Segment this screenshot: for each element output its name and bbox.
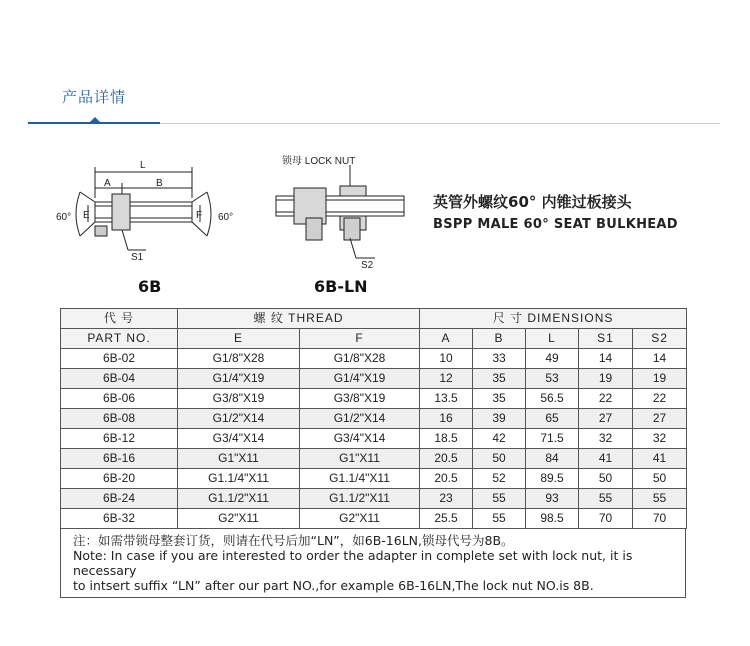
cell-a: 10 xyxy=(420,349,473,369)
cell-a: 23 xyxy=(420,489,473,509)
cell-f: G1/8"X28 xyxy=(300,349,420,369)
cell-e: G1/8"X28 xyxy=(178,349,300,369)
cell-e: G1.1/2"X11 xyxy=(178,489,300,509)
cell-part-no: 6B-06 xyxy=(61,389,178,409)
cell-part-no: 6B-12 xyxy=(61,429,178,449)
dim-f-label: F xyxy=(196,210,203,221)
cell-a: 20.5 xyxy=(420,449,473,469)
cell-b: 55 xyxy=(473,509,526,529)
cell-part-no: 6B-20 xyxy=(61,469,178,489)
cell-s2: 19 xyxy=(633,369,687,389)
table-row xyxy=(61,369,687,389)
cell-e: G2"X11 xyxy=(178,509,300,529)
dim-b-label: B xyxy=(156,178,163,189)
table-row xyxy=(61,469,687,489)
cell-l: 71.5 xyxy=(526,429,579,449)
note-cn: 注：如需带锁母整套订货，则请在代号后加“LN”，如6B-16LN,锁母代号为8B。 xyxy=(73,533,514,548)
drawing-6b-ln-label: 6B-LN xyxy=(314,277,368,296)
fitting-drawings xyxy=(50,150,430,300)
cell-e: G1"X11 xyxy=(178,449,300,469)
table-row xyxy=(61,389,687,409)
header-thread: 螺 纹 THREAD xyxy=(178,309,420,329)
table-row xyxy=(61,449,687,469)
note-en-line1: Note: In case if you are interested to order the adapter in complete set with lock nut, it is necessary xyxy=(73,548,633,578)
table-header-row xyxy=(61,309,687,329)
cell-f: G2"X11 xyxy=(300,509,420,529)
cell-e: G1/2"X14 xyxy=(178,409,300,429)
product-title-en: BSPP MALE 60° SEAT BULKHEAD xyxy=(433,217,678,232)
cell-a: 18.5 xyxy=(420,429,473,449)
product-title-cn: 英管外螺纹60° 内锥过板接头 xyxy=(433,193,632,211)
header-code-en: PART NO. xyxy=(61,329,178,349)
header-col-s1: S1 xyxy=(579,329,633,349)
cell-part-no: 6B-04 xyxy=(61,369,178,389)
cell-s1: 55 xyxy=(579,489,633,509)
cell-f: G3/4"X14 xyxy=(300,429,420,449)
cell-s2: 27 xyxy=(633,409,687,429)
cell-e: G3/8"X19 xyxy=(178,389,300,409)
lock-nut-label: 锁母 LOCK NUT xyxy=(282,156,356,167)
cell-e: G1.1/4"X11 xyxy=(178,469,300,489)
cell-l: 98.5 xyxy=(526,509,579,529)
cell-l: 93 xyxy=(526,489,579,509)
cell-l: 49 xyxy=(526,349,579,369)
note-en-line2: to intsert suffix “LN” after our part NO.,for example 6B-16LN,The lock nut NO.is 8B. xyxy=(73,578,594,593)
table-row xyxy=(61,509,687,529)
header-col-f: F xyxy=(300,329,420,349)
header-col-l: L xyxy=(526,329,579,349)
cell-part-no: 6B-08 xyxy=(61,409,178,429)
tab-product-details[interactable]: 产品详情 xyxy=(62,88,127,106)
cell-s2: 70 xyxy=(633,509,687,529)
table-row xyxy=(61,489,687,509)
angle-left-label: 60° xyxy=(56,212,72,223)
header-col-b: B xyxy=(473,329,526,349)
cell-f: G1/4"X19 xyxy=(300,369,420,389)
dim-e-label: E xyxy=(83,210,90,221)
table-row xyxy=(61,349,687,369)
cell-s1: 14 xyxy=(579,349,633,369)
tab-active-indicator xyxy=(28,122,160,124)
cell-b: 35 xyxy=(473,369,526,389)
cell-f: G1"X11 xyxy=(300,449,420,469)
cell-a: 13.5 xyxy=(420,389,473,409)
cell-b: 55 xyxy=(473,489,526,509)
cell-l: 56.5 xyxy=(526,389,579,409)
tab-caret-icon xyxy=(90,117,100,122)
drawing-6b-ln xyxy=(276,165,404,258)
cell-s2: 14 xyxy=(633,349,687,369)
cell-s1: 27 xyxy=(579,409,633,429)
cell-l: 84 xyxy=(526,449,579,469)
header-dimensions: 尺 寸 DIMENSIONS xyxy=(420,309,687,329)
drawing-6b-label: 6B xyxy=(138,277,162,296)
cell-l: 89.5 xyxy=(526,469,579,489)
cell-e: G1/4"X19 xyxy=(178,369,300,389)
header-code-cn: 代 号 xyxy=(61,309,178,329)
cell-s1: 19 xyxy=(579,369,633,389)
dim-s1-label: S1 xyxy=(131,252,144,263)
cell-s2: 41 xyxy=(633,449,687,469)
cell-f: G1.1/4"X11 xyxy=(300,469,420,489)
cell-s1: 41 xyxy=(579,449,633,469)
cell-s1: 32 xyxy=(579,429,633,449)
cell-b: 39 xyxy=(473,409,526,429)
header-col-e: E xyxy=(178,329,300,349)
dim-s2-label: S2 xyxy=(361,260,374,271)
cell-part-no: 6B-24 xyxy=(61,489,178,509)
cell-s1: 50 xyxy=(579,469,633,489)
table-row xyxy=(61,409,687,429)
cell-s2: 55 xyxy=(633,489,687,509)
header-col-s2: S2 xyxy=(633,329,687,349)
cell-b: 42 xyxy=(473,429,526,449)
cell-s1: 70 xyxy=(579,509,633,529)
dim-l-label: L xyxy=(140,160,146,171)
cell-b: 33 xyxy=(473,349,526,369)
table-row xyxy=(61,429,687,449)
dim-a-label: A xyxy=(104,178,111,189)
header-col-a: A xyxy=(420,329,473,349)
angle-right-label: 60° xyxy=(218,212,234,223)
spec-table xyxy=(60,308,687,529)
cell-b: 50 xyxy=(473,449,526,469)
cell-b: 52 xyxy=(473,469,526,489)
cell-l: 65 xyxy=(526,409,579,429)
cell-b: 35 xyxy=(473,389,526,409)
cell-part-no: 6B-32 xyxy=(61,509,178,529)
cell-s2: 22 xyxy=(633,389,687,409)
cell-a: 20.5 xyxy=(420,469,473,489)
cell-part-no: 6B-02 xyxy=(61,349,178,369)
cell-f: G3/8"X19 xyxy=(300,389,420,409)
cell-part-no: 6B-16 xyxy=(61,449,178,469)
spec-table-container xyxy=(60,308,686,598)
cell-l: 53 xyxy=(526,369,579,389)
cell-s2: 32 xyxy=(633,429,687,449)
table-subheader-row xyxy=(61,329,687,349)
cell-s2: 50 xyxy=(633,469,687,489)
cell-e: G3/4"X14 xyxy=(178,429,300,449)
cell-a: 16 xyxy=(420,409,473,429)
drawing-6b xyxy=(76,167,211,250)
cell-a: 12 xyxy=(420,369,473,389)
order-note xyxy=(60,529,686,598)
cell-f: G1/2"X14 xyxy=(300,409,420,429)
cell-s1: 22 xyxy=(579,389,633,409)
cell-a: 25.5 xyxy=(420,509,473,529)
cell-f: G1.1/2"X11 xyxy=(300,489,420,509)
